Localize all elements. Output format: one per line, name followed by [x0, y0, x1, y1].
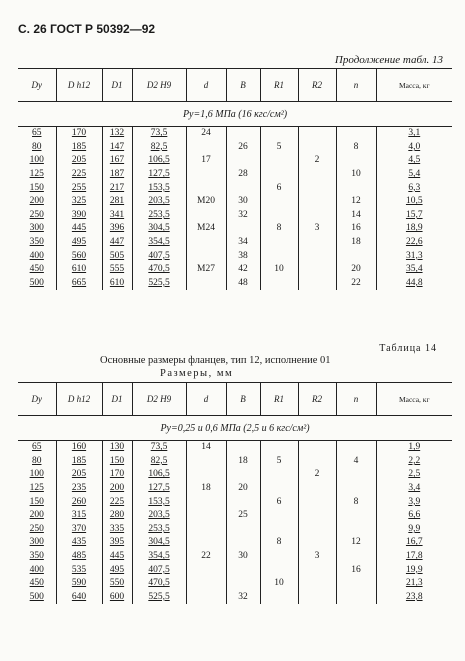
column-header: B — [226, 383, 260, 416]
table-cell — [298, 209, 336, 223]
table-cell: 304,5 — [132, 536, 186, 550]
table-cell: 31,3 — [376, 249, 452, 263]
table-cell: 8 — [260, 536, 298, 550]
table-cell: 153,5 — [132, 495, 186, 509]
table-row — [18, 181, 452, 195]
table-row — [18, 141, 452, 155]
table-cell: 26 — [226, 141, 260, 155]
table-cell — [226, 127, 260, 141]
table-cell: 22,6 — [376, 236, 452, 250]
table-cell — [226, 536, 260, 550]
page-header: С. 26 ГОСТ Р 50392—92 — [18, 22, 156, 36]
table-row — [18, 154, 452, 168]
table-row — [18, 455, 452, 469]
table-cell: 65 — [32, 128, 42, 139]
table-cell: 205 — [56, 154, 102, 168]
table-cell: 255 — [56, 181, 102, 195]
table-cell: 14 — [186, 441, 226, 455]
table-row — [18, 263, 452, 277]
table-cell: 500 — [29, 591, 44, 602]
table-cell: 235 — [56, 482, 102, 496]
table-cell: 3 — [298, 222, 336, 236]
table-cell: 2 — [298, 468, 336, 482]
table-cell: 665 — [56, 277, 102, 291]
table-cell: 82,5 — [132, 455, 186, 469]
column-header: Масса, кг — [376, 69, 452, 102]
table-cell: 560 — [56, 249, 102, 263]
table-cell: 203,5 — [132, 195, 186, 209]
table-cell — [186, 591, 226, 605]
table-cell: 304,5 — [132, 222, 186, 236]
table-cell: 470,5 — [132, 263, 186, 277]
table-row — [18, 536, 452, 550]
table-cell — [298, 509, 336, 523]
table-cell: М27 — [186, 263, 226, 277]
table-cell: 19,9 — [376, 563, 452, 577]
table-cell: 3,9 — [376, 495, 452, 509]
table-14 — [18, 382, 452, 604]
table-cell: 30 — [226, 195, 260, 209]
table-cell — [336, 577, 376, 591]
table-cell: 407,5 — [132, 249, 186, 263]
table-cell — [186, 509, 226, 523]
table-cell — [186, 536, 226, 550]
table-cell: 253,5 — [132, 523, 186, 537]
table-cell: 4 — [336, 455, 376, 469]
table-cell: 18,9 — [376, 222, 452, 236]
table-cell: 5 — [260, 455, 298, 469]
table-cell: 250 — [29, 523, 44, 534]
table-cell: 325 — [56, 195, 102, 209]
table-cell: 8 — [336, 495, 376, 509]
table-cell: 127,5 — [132, 168, 186, 182]
table-cell: 400 — [29, 250, 44, 261]
table-cell: 100 — [29, 469, 44, 480]
table-cell: 205 — [56, 468, 102, 482]
table-row — [18, 277, 452, 291]
column-header: n — [336, 69, 376, 102]
table-cell: 73,5 — [132, 127, 186, 141]
table-cell — [298, 127, 336, 141]
table-cell — [298, 591, 336, 605]
continuation-label: Продолжение табл. 13 — [334, 54, 443, 66]
table-cell — [260, 468, 298, 482]
table-cell: 6,3 — [376, 181, 452, 195]
table-cell: 610 — [102, 277, 132, 291]
table-cell: 15,7 — [376, 209, 452, 223]
table-cell — [336, 550, 376, 564]
table-cell — [298, 482, 336, 496]
table-cell — [298, 455, 336, 469]
table-cell: 25 — [226, 509, 260, 523]
table-cell: 12 — [336, 195, 376, 209]
table-row — [18, 127, 452, 141]
table-cell — [186, 277, 226, 291]
table-cell: 5,4 — [376, 168, 452, 182]
table-cell: 12 — [336, 536, 376, 550]
table-cell — [336, 468, 376, 482]
table-cell — [186, 181, 226, 195]
table-cell: 350 — [29, 551, 44, 562]
column-header: n — [336, 383, 376, 416]
table-cell: 42 — [226, 263, 260, 277]
table-cell: 354,5 — [132, 236, 186, 250]
table-cell: 150 — [102, 455, 132, 469]
table-cell: 4,5 — [376, 154, 452, 168]
table-cell — [260, 523, 298, 537]
table-cell: 23,8 — [376, 591, 452, 605]
table-cell: 2 — [298, 154, 336, 168]
column-header: R1 — [260, 69, 298, 102]
column-header: R2 — [298, 69, 336, 102]
column-header: Dy — [18, 383, 56, 416]
table-cell — [336, 591, 376, 605]
table-cell: 132 — [102, 127, 132, 141]
table-cell: 1,9 — [376, 441, 452, 455]
table-cell: 185 — [56, 141, 102, 155]
table-cell — [186, 468, 226, 482]
table-cell: 80 — [32, 455, 42, 466]
table-cell — [260, 249, 298, 263]
table-cell: 447 — [102, 236, 132, 250]
table-cell: 16 — [336, 563, 376, 577]
table-row — [18, 523, 452, 537]
table-row — [18, 591, 452, 605]
table-cell — [298, 249, 336, 263]
table-cell — [336, 154, 376, 168]
table-cell: 24 — [186, 127, 226, 141]
table-cell: 6 — [260, 181, 298, 195]
table-cell: 150 — [29, 496, 44, 507]
table-cell: 20 — [226, 482, 260, 496]
table-cell: 10,5 — [376, 195, 452, 209]
table-cell: 44,8 — [376, 277, 452, 291]
table-cell: 8 — [260, 222, 298, 236]
table-cell: 20 — [336, 263, 376, 277]
column-header: Dy — [18, 69, 56, 102]
table-cell: 610 — [56, 263, 102, 277]
column-header: D2 H9 — [132, 69, 186, 102]
table-cell — [226, 441, 260, 455]
table-cell — [260, 509, 298, 523]
column-header: D2 H9 — [132, 383, 186, 416]
table-cell: 500 — [29, 277, 44, 288]
table-cell: М20 — [186, 195, 226, 209]
table-cell: 470,5 — [132, 577, 186, 591]
table-cell: 130 — [102, 441, 132, 455]
table-cell — [226, 222, 260, 236]
table-cell — [260, 550, 298, 564]
table-row — [18, 495, 452, 509]
table-cell: 225 — [56, 168, 102, 182]
table-cell: 335 — [102, 523, 132, 537]
table-cell — [298, 563, 336, 577]
table-row — [18, 550, 452, 564]
table-cell — [298, 277, 336, 291]
table-cell: 35,4 — [376, 263, 452, 277]
table-cell — [260, 277, 298, 291]
table-cell — [298, 168, 336, 182]
table-cell: 280 — [102, 509, 132, 523]
table-cell: 185 — [56, 455, 102, 469]
table-cell: 217 — [102, 181, 132, 195]
table-cell: 73,5 — [132, 441, 186, 455]
table-cell: 407,5 — [132, 563, 186, 577]
column-header: D h12 — [56, 383, 102, 416]
table-cell: 8 — [336, 141, 376, 155]
pressure-row: Pу=0,25 и 0,6 МПа (2,5 и 6 кгс/см²) — [18, 416, 452, 441]
table-cell: 395 — [102, 536, 132, 550]
table-cell: 28 — [226, 168, 260, 182]
table-cell: 200 — [29, 196, 44, 207]
table-cell: 640 — [56, 591, 102, 605]
table-cell: 18 — [336, 236, 376, 250]
table-cell: 10 — [260, 577, 298, 591]
table-cell — [186, 577, 226, 591]
table-cell: 4,0 — [376, 141, 452, 155]
table-row — [18, 168, 452, 182]
table-14-caption: Таблица 14 — [379, 343, 437, 354]
table-cell: 535 — [56, 563, 102, 577]
table-14-units: Размеры, мм — [160, 368, 234, 379]
table-cell — [226, 495, 260, 509]
table-cell: 167 — [102, 154, 132, 168]
table-cell: 495 — [102, 563, 132, 577]
table-cell — [260, 154, 298, 168]
table-cell: 18 — [186, 482, 226, 496]
table-cell: 106,5 — [132, 468, 186, 482]
table-cell: 260 — [56, 495, 102, 509]
table-cell: 555 — [102, 263, 132, 277]
table-cell — [226, 181, 260, 195]
table-cell — [298, 495, 336, 509]
table-row — [18, 468, 452, 482]
table-cell: М24 — [186, 222, 226, 236]
table-cell: 341 — [102, 209, 132, 223]
table-cell: 21,3 — [376, 577, 452, 591]
table-cell — [298, 141, 336, 155]
table-cell — [226, 577, 260, 591]
column-header: D1 — [102, 69, 132, 102]
table-cell: 590 — [56, 577, 102, 591]
table-13 — [18, 68, 452, 290]
table-cell: 3 — [298, 550, 336, 564]
table-cell: 445 — [102, 550, 132, 564]
table-cell: 170 — [102, 468, 132, 482]
table-cell: 80 — [32, 141, 42, 152]
table-cell: 600 — [102, 591, 132, 605]
table-cell — [186, 523, 226, 537]
table-cell: 315 — [56, 509, 102, 523]
table-cell: 250 — [29, 209, 44, 220]
table-cell: 18 — [226, 455, 260, 469]
table-cell: 225 — [102, 495, 132, 509]
table-cell: 300 — [29, 537, 44, 548]
table-cell: 22 — [336, 277, 376, 291]
table-cell — [226, 523, 260, 537]
table-cell: 450 — [29, 264, 44, 275]
table-cell — [260, 168, 298, 182]
table-cell — [186, 563, 226, 577]
table-cell — [298, 195, 336, 209]
table-cell: 450 — [29, 578, 44, 589]
table-cell: 150 — [29, 182, 44, 193]
table-cell: 32 — [226, 591, 260, 605]
table-cell: 160 — [56, 441, 102, 455]
table-cell — [336, 523, 376, 537]
table-cell — [298, 263, 336, 277]
table-cell: 485 — [56, 550, 102, 564]
table-cell: 495 — [56, 236, 102, 250]
table-row — [18, 209, 452, 223]
table-cell — [298, 523, 336, 537]
table-cell: 435 — [56, 536, 102, 550]
table-row — [18, 509, 452, 523]
table-cell: 396 — [102, 222, 132, 236]
table-cell — [186, 495, 226, 509]
table-cell: 127,5 — [132, 482, 186, 496]
table-cell — [298, 181, 336, 195]
table-cell: 281 — [102, 195, 132, 209]
column-header: d — [186, 69, 226, 102]
table-cell: 30 — [226, 550, 260, 564]
table-cell — [186, 209, 226, 223]
table-cell — [226, 154, 260, 168]
column-header: R1 — [260, 383, 298, 416]
table-cell — [186, 236, 226, 250]
table-cell — [260, 127, 298, 141]
table-cell — [336, 181, 376, 195]
table-row — [18, 563, 452, 577]
table-cell: 3,1 — [376, 127, 452, 141]
table-cell: 6,6 — [376, 509, 452, 523]
table-cell: 125 — [29, 169, 44, 180]
table-cell: 5 — [260, 141, 298, 155]
table-cell: 65 — [32, 442, 42, 453]
table-cell — [298, 441, 336, 455]
table-cell — [298, 536, 336, 550]
table-cell: 370 — [56, 523, 102, 537]
table-cell — [260, 591, 298, 605]
table-cell — [298, 236, 336, 250]
table-cell — [226, 563, 260, 577]
table-cell: 170 — [56, 127, 102, 141]
table-cell: 525,5 — [132, 591, 186, 605]
table-cell: 253,5 — [132, 209, 186, 223]
table-cell — [260, 195, 298, 209]
table-cell: 17,8 — [376, 550, 452, 564]
table-cell — [260, 209, 298, 223]
table-cell — [186, 141, 226, 155]
table-row — [18, 441, 452, 455]
table-cell: 505 — [102, 249, 132, 263]
table-cell: 38 — [226, 249, 260, 263]
table-cell — [260, 236, 298, 250]
table-cell: 350 — [29, 237, 44, 248]
table-cell: 187 — [102, 168, 132, 182]
table-row — [18, 236, 452, 250]
table-cell — [260, 563, 298, 577]
table-cell: 390 — [56, 209, 102, 223]
table-row — [18, 577, 452, 591]
table-cell: 550 — [102, 577, 132, 591]
table-cell — [186, 455, 226, 469]
table-cell — [298, 577, 336, 591]
table-cell: 34 — [226, 236, 260, 250]
table-cell: 125 — [29, 483, 44, 494]
table-cell — [186, 168, 226, 182]
table-cell — [260, 441, 298, 455]
table-cell: 16 — [336, 222, 376, 236]
column-header: D1 — [102, 383, 132, 416]
table-row — [18, 482, 452, 496]
table-cell: 2,5 — [376, 468, 452, 482]
table-cell: 147 — [102, 141, 132, 155]
table-row — [18, 222, 452, 236]
table-cell — [336, 249, 376, 263]
table-cell: 200 — [29, 510, 44, 521]
table-cell: 6 — [260, 495, 298, 509]
column-header: R2 — [298, 383, 336, 416]
table-cell: 22 — [186, 550, 226, 564]
table-cell — [336, 509, 376, 523]
table-cell — [336, 482, 376, 496]
table-cell: 16,7 — [376, 536, 452, 550]
table-row — [18, 195, 452, 209]
table-cell: 106,5 — [132, 154, 186, 168]
table-cell: 100 — [29, 155, 44, 166]
table-cell — [336, 441, 376, 455]
table-cell — [226, 468, 260, 482]
table-cell: 10 — [260, 263, 298, 277]
table-cell: 153,5 — [132, 181, 186, 195]
table-row — [18, 249, 452, 263]
table-cell: 82,5 — [132, 141, 186, 155]
table-14-title: Основные размеры фланцев, тип 12, исполнение 01 — [100, 355, 331, 366]
table-cell — [260, 482, 298, 496]
table-cell: 17 — [186, 154, 226, 168]
column-header: Масса, кг — [376, 383, 452, 416]
table-cell: 354,5 — [132, 550, 186, 564]
column-header: D h12 — [56, 69, 102, 102]
table-cell — [186, 249, 226, 263]
table-cell: 14 — [336, 209, 376, 223]
pressure-row: Pу=1,6 МПа (16 кгс/см²) — [18, 102, 452, 127]
column-header: B — [226, 69, 260, 102]
table-cell: 400 — [29, 564, 44, 575]
table-cell: 2,2 — [376, 455, 452, 469]
table-cell: 200 — [102, 482, 132, 496]
table-cell: 9,9 — [376, 523, 452, 537]
table-cell: 10 — [336, 168, 376, 182]
table-cell: 32 — [226, 209, 260, 223]
table-cell — [336, 127, 376, 141]
table-cell: 48 — [226, 277, 260, 291]
table-cell: 3,4 — [376, 482, 452, 496]
column-header: d — [186, 383, 226, 416]
table-cell: 525,5 — [132, 277, 186, 291]
table-cell: 300 — [29, 223, 44, 234]
table-cell: 445 — [56, 222, 102, 236]
table-cell: 203,5 — [132, 509, 186, 523]
